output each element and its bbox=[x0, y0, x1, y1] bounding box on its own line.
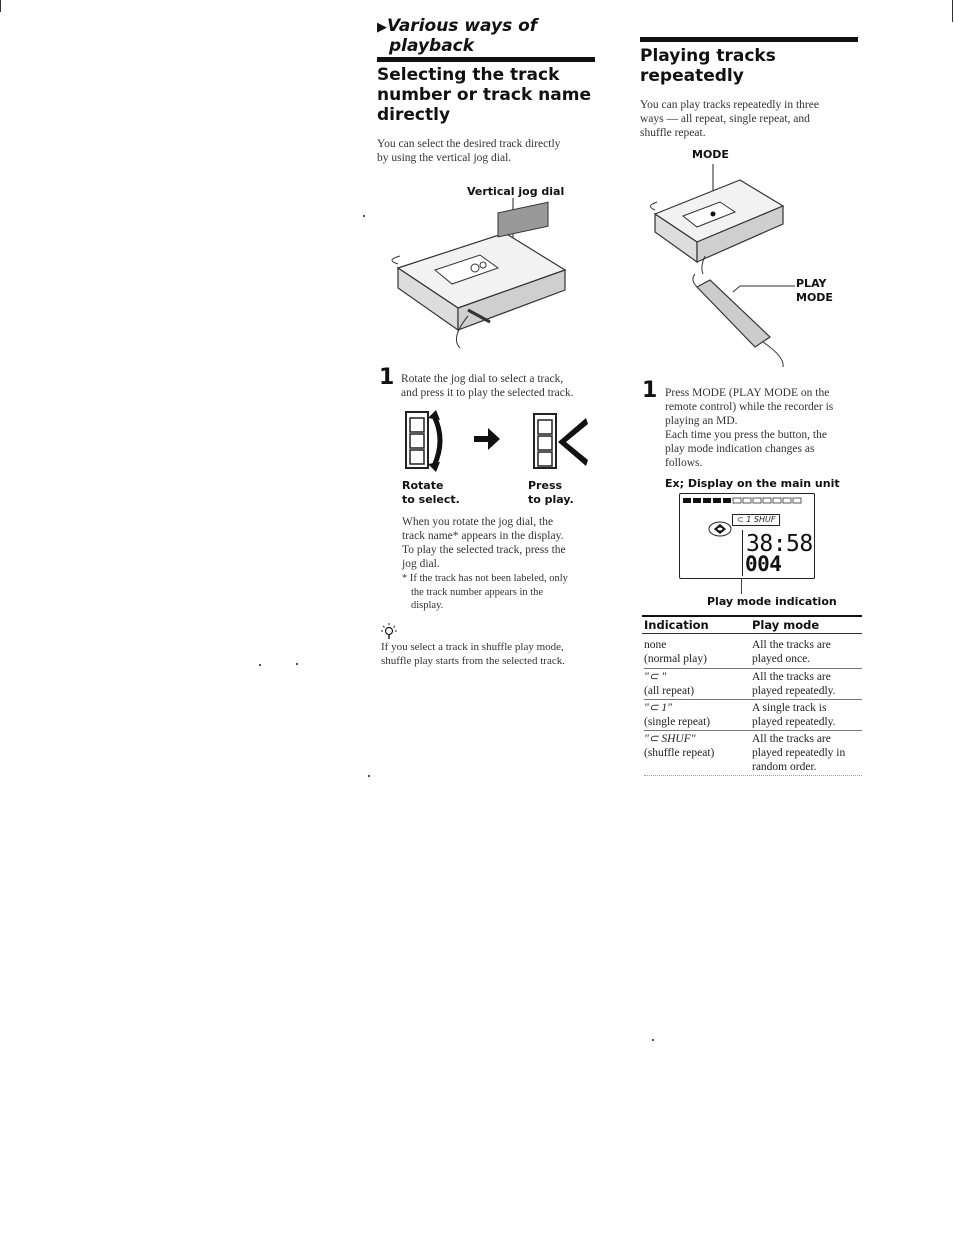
row-indication-line2: (single repeat) bbox=[644, 716, 711, 728]
play-mode-indication-label: Play mode indication bbox=[707, 595, 837, 608]
rotate-label-line1: Rotate bbox=[402, 479, 444, 492]
row-play-mode-line1: All the tracks are bbox=[752, 733, 831, 745]
scan-speck bbox=[363, 215, 365, 217]
scan-speck bbox=[368, 775, 370, 777]
row-indication-line2: (all repeat) bbox=[644, 685, 695, 697]
left-detail bbox=[402, 515, 566, 571]
table-row bbox=[644, 638, 862, 669]
section-title bbox=[377, 17, 537, 56]
lcd-display bbox=[679, 493, 815, 579]
table-row bbox=[644, 731, 862, 776]
scan-speck bbox=[259, 664, 261, 666]
right-step-line3: playing an MD. bbox=[665, 415, 738, 427]
row-indication bbox=[644, 701, 710, 729]
jog-dial-label: Vertical jog dial bbox=[467, 185, 565, 198]
play-mode-indicator-text: 1 SHUF bbox=[746, 515, 776, 524]
row-indication-line1: "⊂ 1" bbox=[644, 702, 672, 714]
table-header-rule bbox=[642, 633, 862, 634]
arrow-right-icon bbox=[474, 428, 500, 450]
row-play-mode bbox=[752, 732, 845, 774]
row-indication bbox=[644, 670, 694, 698]
right-intro bbox=[640, 98, 819, 140]
right-step-line4: Each time you press the button, the bbox=[665, 429, 827, 441]
table-row bbox=[644, 669, 862, 700]
indicator-leader-line bbox=[741, 578, 742, 594]
mode-label: MODE bbox=[692, 148, 729, 161]
footnote-line3: display. bbox=[411, 600, 444, 611]
section-rule bbox=[377, 57, 595, 62]
play-mode-label bbox=[796, 277, 833, 305]
right-heading-line1: Playing tracks bbox=[640, 46, 776, 66]
right-step-line6: follows. bbox=[665, 457, 703, 469]
left-detail-line1: When you rotate the jog dial, the bbox=[402, 516, 554, 528]
row-indication-line1: "⊂ " bbox=[644, 671, 667, 683]
row-play-mode-line2: played repeatedly. bbox=[752, 716, 836, 728]
disc-icon bbox=[708, 520, 732, 538]
row-indication-line1: "⊂ SHUF" bbox=[644, 733, 696, 745]
section-title-line1: Various ways of bbox=[387, 16, 538, 36]
section-title-line2: playback bbox=[389, 36, 475, 56]
left-intro-line1: You can select the desired track directly bbox=[377, 138, 561, 150]
left-detail-line3: To play the selected track, press the bbox=[402, 544, 566, 556]
table-row bbox=[644, 700, 862, 731]
rotate-label-line2: to select. bbox=[402, 493, 460, 506]
table-header-play-mode: Play mode bbox=[752, 618, 820, 632]
left-intro bbox=[377, 137, 560, 165]
left-step-line2: and press it to play the selected track. bbox=[401, 387, 574, 399]
left-step-text bbox=[401, 372, 573, 400]
row-play-mode-line2: played repeatedly. bbox=[752, 685, 836, 697]
right-heading-line2: repeatedly bbox=[640, 66, 744, 86]
left-step-number: 1 bbox=[379, 365, 395, 390]
tip-line2: shuffle play starts from the selected track. bbox=[381, 654, 565, 667]
row-play-mode bbox=[752, 701, 836, 729]
left-step-line1: Rotate the jog dial to select a track, bbox=[401, 373, 564, 385]
rotate-dial-icon bbox=[404, 410, 454, 472]
left-heading-line3: directly bbox=[377, 105, 451, 125]
scan-speck bbox=[296, 663, 298, 665]
tip-line1: If you select a track in shuffle play mode, bbox=[381, 641, 564, 653]
row-indication bbox=[644, 732, 714, 760]
table-top-rule bbox=[642, 615, 862, 617]
left-detail-line4: jog dial. bbox=[402, 558, 440, 570]
rotate-label bbox=[402, 479, 460, 507]
right-intro-line2: ways — all repeat, single repeat, and bbox=[640, 113, 810, 125]
tip-text bbox=[381, 641, 565, 668]
play-mode-table bbox=[644, 638, 862, 776]
scan-edge-mark bbox=[0, 0, 1, 12]
right-heading-rule bbox=[640, 37, 858, 42]
play-mode-indicator bbox=[732, 514, 780, 526]
tip-lightbulb-icon bbox=[381, 622, 397, 640]
row-indication-line2: (shuffle repeat) bbox=[644, 747, 715, 759]
row-play-mode bbox=[752, 638, 831, 666]
row-indication bbox=[644, 638, 707, 666]
footnote-line1: * If the track has not been labeled, only bbox=[402, 573, 568, 584]
row-play-mode-line2: played repeatedly in bbox=[752, 747, 846, 759]
press-label-line2: to play. bbox=[528, 493, 574, 506]
table-header-indication: Indication bbox=[644, 618, 709, 632]
row-play-mode-line1: All the tracks are bbox=[752, 639, 831, 651]
right-step-line1: Press MODE (PLAY MODE on the bbox=[665, 387, 830, 399]
scan-speck bbox=[652, 1039, 654, 1041]
press-label bbox=[528, 479, 574, 507]
right-step-text bbox=[665, 386, 833, 470]
left-detail-line2: track name* appears in the display. bbox=[402, 530, 564, 542]
right-intro-line3: shuffle repeat. bbox=[640, 127, 706, 139]
left-heading-line2: number or track name bbox=[377, 85, 592, 105]
right-heading bbox=[640, 46, 776, 86]
row-play-mode-line3: random order. bbox=[752, 761, 817, 773]
press-dial-icon bbox=[532, 412, 592, 470]
right-step-line2: remote control) while the recorder is bbox=[665, 401, 834, 413]
footnote-line2: the track number appears in the bbox=[411, 586, 544, 598]
left-heading bbox=[377, 65, 591, 125]
row-indication-line1: none bbox=[644, 639, 667, 651]
footnote bbox=[402, 572, 568, 613]
row-play-mode-line1: All the tracks are bbox=[752, 671, 831, 683]
repeat-icon: ⊂ bbox=[737, 515, 744, 524]
recorder-illustration bbox=[380, 198, 580, 358]
recorder-remote-illustration bbox=[645, 162, 805, 372]
left-intro-line2: by using the vertical jog dial. bbox=[377, 152, 512, 164]
row-indication-line2: (normal play) bbox=[644, 653, 707, 665]
row-play-mode-line1: A single track is bbox=[752, 702, 827, 714]
play-mode-label-line1: PLAY bbox=[796, 277, 827, 290]
track-readout: 004 bbox=[745, 552, 782, 576]
right-step-line5: play mode indication changes as bbox=[665, 443, 815, 455]
press-label-line1: Press bbox=[528, 479, 563, 492]
time-readout: 38:58 bbox=[746, 531, 813, 557]
left-heading-line1: Selecting the track bbox=[377, 65, 560, 85]
right-step-number: 1 bbox=[642, 378, 658, 403]
play-mode-label-line2: MODE bbox=[796, 291, 833, 304]
level-meter bbox=[682, 496, 812, 506]
display-caption: Ex; Display on the main unit bbox=[665, 477, 840, 490]
scan-edge-mark bbox=[952, 0, 953, 22]
lcd-divider bbox=[742, 530, 743, 576]
row-play-mode-line2: played once. bbox=[752, 653, 811, 665]
row-play-mode bbox=[752, 670, 836, 698]
right-intro-line1: You can play tracks repeatedly in three bbox=[640, 99, 819, 111]
section-marker: ▶ bbox=[377, 20, 387, 35]
